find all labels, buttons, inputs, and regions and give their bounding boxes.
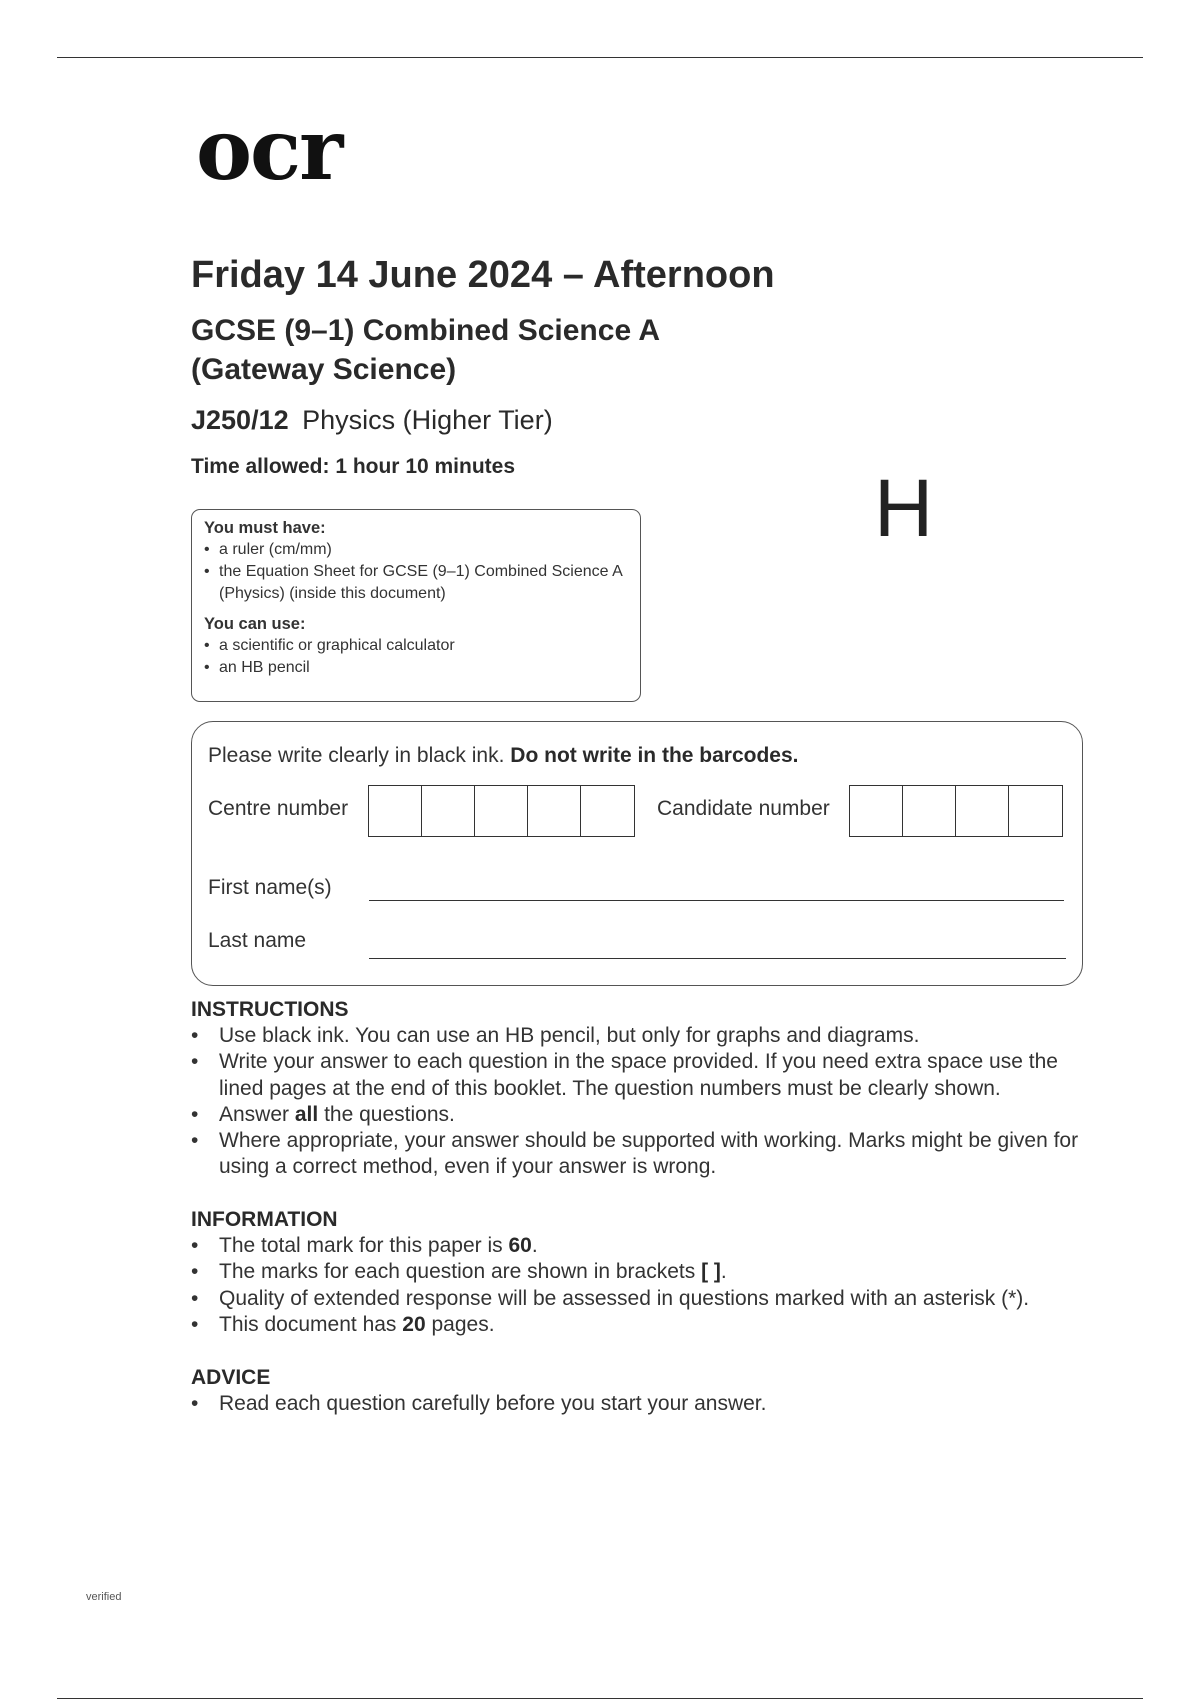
instructions-list — [191, 1023, 1091, 1181]
ink-note-text: Please write clearly in black ink. — [208, 744, 505, 767]
list-item: • a scientific or graphical calculator — [204, 635, 628, 657]
must-have-heading: You must have: — [204, 519, 326, 537]
information-list — [191, 1233, 1091, 1338]
time-allowed: Time allowed: 1 hour 10 minutes — [191, 455, 516, 478]
first-name-label: First name(s) — [208, 876, 332, 899]
first-name-field[interactable] — [369, 900, 1064, 901]
paper-heading — [191, 405, 553, 436]
candidate-details-box — [191, 721, 1083, 986]
item-text: This document has — [219, 1312, 397, 1336]
list-item — [191, 1102, 1091, 1128]
item-emphasis: [ ] — [701, 1260, 721, 1284]
candidate-number-label: Candidate number — [657, 797, 830, 820]
centre-number-label: Centre number — [208, 797, 349, 820]
instructions-section — [191, 997, 1091, 1181]
equipment-box — [191, 509, 641, 702]
paper-title: Physics (Higher Tier) — [302, 405, 553, 435]
information-section — [191, 1207, 1091, 1338]
item-text: The marks for each question are shown in brackets — [219, 1260, 696, 1284]
list-item: • a ruler (cm/mm) — [204, 539, 628, 561]
barcode-warning: Do not write in the barcodes. — [510, 744, 799, 767]
list-item: • Where appropriate, your answer should be supported with working. Marks might be given for using a correct method, even if your answer is wrong. — [191, 1128, 1091, 1181]
paper-code: J250/12 — [191, 405, 289, 435]
item-text: Answer — [219, 1102, 290, 1126]
list-item — [191, 1233, 1091, 1259]
ocr-logo: ocr — [196, 100, 342, 199]
bottom-rule — [57, 1698, 1143, 1699]
course-title-line1: GCSE (9–1) Combined Science A — [191, 314, 661, 347]
can-use-heading: You can use: — [204, 615, 306, 633]
advice-list — [191, 1391, 1091, 1417]
item-emphasis: 60 — [508, 1234, 532, 1257]
instructions-heading: INSTRUCTIONS — [191, 998, 349, 1021]
list-item: • Use black ink. You can use an HB pencil, but only for graphs and diagrams. — [191, 1023, 1091, 1049]
digit-box[interactable] — [581, 786, 634, 836]
item-emphasis: all — [294, 1102, 319, 1126]
advice-section — [191, 1365, 1091, 1417]
must-have-list — [204, 539, 628, 605]
digit-box[interactable] — [850, 786, 903, 836]
item-text: pages. — [431, 1312, 495, 1336]
advice-heading: ADVICE — [191, 1366, 271, 1389]
item-emphasis: 20 — [402, 1312, 426, 1336]
list-item: • Quality of extended response will be assessed in questions marked with an asterisk (*). — [191, 1286, 1091, 1312]
list-item: • Write your answer to each question in the space provided. If you need extra space use the lined pages at the end of this booklet. The question numbers must be clearly shown. — [191, 1049, 1091, 1102]
centre-number-boxes[interactable] — [368, 785, 635, 837]
item-text: the questions. — [324, 1102, 455, 1126]
item-text: . — [720, 1260, 727, 1284]
digit-box[interactable] — [903, 786, 956, 836]
item-text: The total mark for this paper is — [219, 1234, 503, 1257]
digit-box[interactable] — [956, 786, 1009, 836]
list-item — [191, 1259, 1091, 1285]
ink-note — [208, 744, 799, 768]
item-text: . — [531, 1234, 538, 1257]
digit-box[interactable] — [528, 786, 581, 836]
last-name-label: Last name — [208, 929, 307, 952]
list-item: • the Equation Sheet for GCSE (9–1) Combined Science A (Physics) (inside this document) — [204, 561, 628, 605]
list-item: • Read each question carefully before you start your answer. — [191, 1391, 1091, 1417]
candidate-number-boxes[interactable] — [849, 785, 1063, 837]
list-item: • an HB pencil — [204, 657, 628, 679]
course-title — [191, 311, 660, 389]
digit-box[interactable] — [475, 786, 528, 836]
last-name-field[interactable] — [369, 958, 1066, 959]
course-title-line2: (Gateway Science) — [191, 353, 457, 386]
information-heading: INFORMATION — [191, 1208, 338, 1231]
digit-box[interactable] — [422, 786, 475, 836]
list-item — [191, 1312, 1091, 1338]
footer-note: verified — [86, 1591, 122, 1603]
digit-box[interactable] — [1009, 786, 1062, 836]
exam-date: Friday 14 June 2024 – Afternoon — [191, 254, 775, 296]
can-use-list — [204, 635, 628, 679]
digit-box[interactable] — [369, 786, 422, 836]
top-rule — [57, 57, 1143, 58]
tier-letter: H — [874, 463, 934, 554]
